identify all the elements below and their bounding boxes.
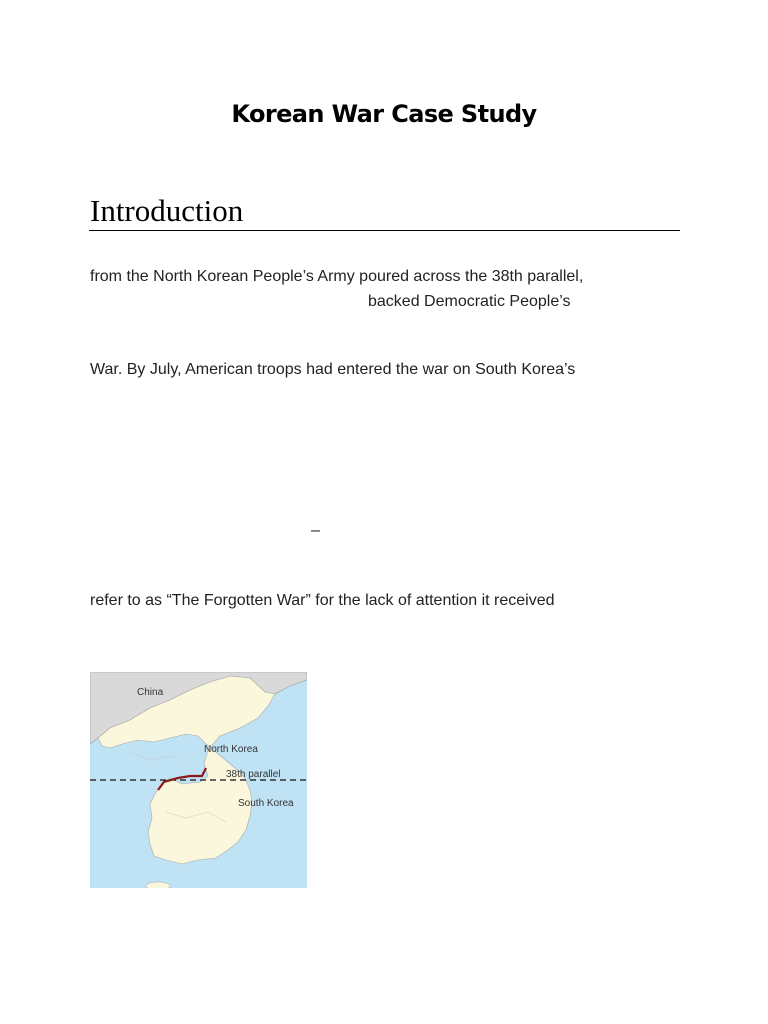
paragraph-line: War. By July, American troops had entered the war on South Korea’s [90, 361, 576, 378]
label-south-korea: South Korea [238, 798, 294, 809]
label-38th-parallel: 38th parallel [226, 769, 281, 780]
paragraph-line: backed Democratic People’s [368, 293, 571, 310]
paragraph-line: from the North Korean People’s Army poured across the 38th parallel, [90, 268, 584, 285]
korea-map-image [90, 672, 307, 888]
document-title: Korean War Case Study [231, 100, 537, 128]
section-heading: Introduction [90, 193, 244, 228]
label-north-korea: North Korea [204, 744, 258, 755]
paragraph-line: – [311, 522, 320, 539]
heading-rule [89, 230, 680, 231]
label-china: China [137, 687, 164, 698]
korea-map-svg [90, 672, 307, 888]
jeju-island [146, 882, 170, 888]
paragraph-line: refer to as “The Forgotten War” for the lack of attention it received [90, 592, 555, 609]
